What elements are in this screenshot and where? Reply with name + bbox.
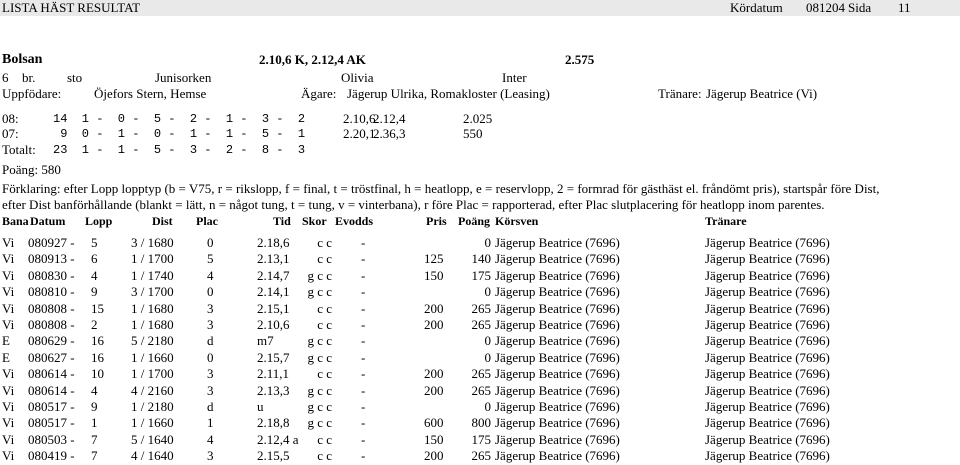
column-header: Evodds: [335, 214, 374, 228]
column-header: Tid: [273, 214, 291, 228]
cell-skor: g c c: [307, 333, 332, 349]
page-title: LISTA HÄST RESULTAT: [2, 0, 141, 15]
cell-bana: Vi: [2, 382, 15, 398]
cell-tid: 2.18,8: [257, 415, 290, 431]
cell-tranare: Jägerup Beatrice (7696): [705, 317, 830, 332]
kordatum-label: Kördatum: [730, 0, 783, 15]
cell-tranare: Jägerup Beatrice (7696): [705, 415, 830, 431]
horse-earnings: 2.575: [565, 52, 595, 67]
horse-name: Bolsan: [2, 52, 43, 67]
cell-korsven: Jägerup Beatrice (7696): [495, 317, 620, 332]
cell-plac: 4: [207, 267, 214, 283]
cell-datum: 080913 -: [28, 251, 75, 267]
cell-plac: d: [207, 333, 214, 349]
cell-lopp: 9: [91, 399, 98, 414]
stats-label: 07:: [2, 126, 19, 141]
cell-plac: d: [207, 399, 214, 414]
cell-skor: g c c: [307, 349, 332, 365]
cell-tid: 2.11,1: [257, 366, 290, 382]
cell-plac: 5: [207, 251, 214, 267]
explanation-line-2: efter Dist banförhållande (blankt = lätt, n = något tung, t = tung, v = vinterbana), r före Plac = rapporterad, efter Plac slutplacering för heatlopp inom parentes.: [2, 197, 825, 212]
cell-bana: Vi: [2, 267, 15, 283]
cell-evodds: -: [361, 448, 366, 464]
cell-datum: 080830 -: [28, 267, 75, 283]
cell-tid: 2.15,5: [257, 448, 290, 464]
cell-tid: 2.10,6: [257, 317, 290, 332]
cell-dist: 5 / 1640: [131, 431, 174, 447]
cell-tid: 2.15,7: [257, 349, 290, 365]
horse-age-unit: br.: [22, 70, 36, 85]
cell-tranare: Jägerup Beatrice (7696): [705, 382, 830, 398]
cell-datum: 080810 -: [28, 284, 75, 300]
column-header: Plac: [196, 214, 218, 228]
cell-tid: m7: [257, 333, 274, 349]
cell-poang: 0: [484, 284, 491, 300]
owner-label: Ägare:: [301, 86, 337, 101]
cell-pris: 200: [424, 317, 444, 332]
cell-datum: 080927 -: [28, 235, 75, 250]
cell-skor: c c: [317, 431, 332, 447]
cell-evodds: -: [361, 267, 366, 283]
cell-korsven: Jägerup Beatrice (7696): [495, 284, 620, 300]
cell-dist: 3 / 1680: [131, 235, 174, 250]
cell-plac: 3: [207, 366, 214, 382]
cell-dist: 5 / 2180: [131, 333, 174, 349]
cell-poang: 265: [471, 300, 491, 316]
stats-best-time: 2.10,6: [343, 111, 376, 126]
cell-plac: 3: [207, 317, 214, 332]
cell-pris: 150: [424, 267, 444, 283]
cell-korsven: Jägerup Beatrice (7696): [495, 431, 620, 447]
cell-lopp: 16: [91, 333, 104, 349]
cell-poang: 175: [471, 267, 491, 283]
cell-datum: 080517 -: [28, 415, 75, 431]
cell-poang: 175: [471, 431, 491, 447]
cell-datum: 080419 -: [28, 448, 75, 464]
stats-best-time-auto: 2.36,3: [373, 126, 406, 141]
cell-evodds: -: [361, 415, 366, 431]
cell-lopp: 4: [91, 382, 98, 398]
cell-skor: c c: [317, 317, 332, 332]
cell-lopp: 4: [91, 267, 98, 283]
stats-sequence: 23 1 - 1 - 5 - 3 - 2 - 8 - 3: [53, 143, 306, 157]
cell-dist: 3 / 1700: [131, 284, 174, 300]
column-header: Tränare: [705, 214, 747, 228]
cell-dist: 4 / 2160: [131, 382, 174, 398]
cell-evodds: -: [361, 235, 366, 250]
cell-pris: 200: [424, 300, 444, 316]
cell-evodds: -: [361, 349, 366, 365]
cell-bana: E: [2, 349, 10, 365]
cell-tranare: Jägerup Beatrice (7696): [705, 366, 830, 382]
cell-plac: 3: [207, 448, 214, 464]
cell-datum: 080629 -: [28, 333, 75, 349]
cell-skor: g c c: [307, 284, 332, 300]
cell-lopp: 7: [91, 431, 98, 447]
cell-dist: 1 / 2180: [131, 399, 174, 414]
stats-earnings: 550: [463, 126, 483, 141]
cell-pris: 200: [424, 382, 444, 398]
cell-korsven: Jägerup Beatrice (7696): [495, 448, 620, 464]
breeder-value: Öjefors Stern, Hemse: [94, 86, 207, 101]
cell-skor: c c: [317, 251, 332, 267]
cell-skor: g c c: [307, 382, 332, 398]
cell-tranare: Jägerup Beatrice (7696): [705, 399, 830, 414]
cell-evodds: -: [361, 366, 366, 382]
cell-tranare: Jägerup Beatrice (7696): [705, 448, 830, 464]
stats-best-time-auto: 2.12,4: [373, 111, 406, 126]
cell-bana: E: [2, 333, 10, 349]
breeder-label: Uppfödare:: [2, 86, 62, 101]
cell-datum: 080808 -: [28, 317, 75, 332]
cell-lopp: 9: [91, 284, 98, 300]
cell-tid: 2.13,3: [257, 382, 290, 398]
horse-records: 2.10,6 K, 2.12,4 AK: [259, 52, 366, 67]
trainer-label: Tränare:: [658, 86, 702, 101]
cell-tranare: Jägerup Beatrice (7696): [705, 284, 830, 300]
cell-datum: 080614 -: [28, 382, 75, 398]
cell-skor: c c: [317, 366, 332, 382]
cell-korsven: Jägerup Beatrice (7696): [495, 382, 620, 398]
cell-skor: c c: [317, 235, 332, 250]
sida-value: 11: [898, 0, 911, 15]
cell-pris: 600: [424, 415, 444, 431]
cell-lopp: 6: [91, 251, 98, 267]
cell-dist: 1 / 1680: [131, 300, 174, 316]
column-header: Pris: [426, 214, 447, 228]
cell-dist: 4 / 1640: [131, 448, 174, 464]
column-header: Poäng: [458, 214, 491, 228]
cell-tranare: Jägerup Beatrice (7696): [705, 431, 830, 447]
cell-dist: 1 / 1660: [131, 415, 174, 431]
horse-damsire: Inter: [502, 70, 527, 85]
cell-dist: 1 / 1700: [131, 251, 174, 267]
column-header: Bana: [2, 214, 29, 228]
cell-plac: 4: [207, 431, 214, 447]
cell-korsven: Jägerup Beatrice (7696): [495, 415, 620, 431]
cell-tid: 2.14,7: [257, 267, 290, 283]
cell-poang: 265: [471, 366, 491, 382]
horse-age: 6: [2, 70, 9, 85]
cell-skor: c c: [317, 448, 332, 464]
horse-sex: sto: [67, 70, 83, 85]
cell-pris: 200: [424, 366, 444, 382]
cell-lopp: 7: [91, 448, 98, 464]
column-header: Körsven: [495, 214, 539, 228]
cell-tid: 2.14,1: [257, 284, 290, 300]
cell-skor: g c c: [307, 415, 332, 431]
cell-evodds: -: [361, 382, 366, 398]
cell-bana: Vi: [2, 300, 15, 316]
horse-dam: Olivia: [341, 70, 374, 85]
cell-tranare: Jägerup Beatrice (7696): [705, 300, 830, 316]
cell-datum: 080627 -: [28, 349, 75, 365]
cell-poang: 0: [484, 349, 491, 365]
cell-skor: c c: [317, 300, 332, 316]
cell-bana: Vi: [2, 317, 15, 332]
stats-sequence: 9 0 - 1 - 0 - 1 - 1 - 5 - 1: [53, 127, 306, 141]
cell-korsven: Jägerup Beatrice (7696): [495, 235, 620, 250]
cell-korsven: Jägerup Beatrice (7696): [495, 399, 620, 414]
cell-tranare: Jägerup Beatrice (7696): [705, 267, 830, 283]
cell-tranare: Jägerup Beatrice (7696): [705, 235, 830, 250]
cell-evodds: -: [361, 431, 366, 447]
cell-korsven: Jägerup Beatrice (7696): [495, 267, 620, 283]
cell-evodds: -: [361, 251, 366, 267]
cell-plac: 3: [207, 382, 214, 398]
column-header: Skor: [302, 214, 327, 228]
cell-poang: 265: [471, 382, 491, 398]
cell-lopp: 16: [91, 349, 104, 365]
stats-label: 08:: [2, 111, 19, 126]
cell-pris: 125: [424, 251, 444, 267]
cell-bana: Vi: [2, 251, 15, 267]
cell-dist: 1 / 1680: [131, 317, 174, 332]
trainer-value: Jägerup Beatrice (Vi): [706, 86, 818, 101]
sida-label: Sida: [848, 0, 872, 15]
cell-pris: 150: [424, 431, 444, 447]
cell-lopp: 15: [91, 300, 104, 316]
cell-bana: Vi: [2, 235, 15, 250]
cell-plac: 1: [207, 415, 214, 431]
cell-korsven: Jägerup Beatrice (7696): [495, 333, 620, 349]
cell-lopp: 10: [91, 366, 104, 382]
cell-dist: 1 / 1700: [131, 366, 174, 382]
cell-evodds: -: [361, 333, 366, 349]
stats-best-time: 2.20,1: [343, 126, 376, 141]
cell-datum: 080808 -: [28, 300, 75, 316]
cell-lopp: 2: [91, 317, 98, 332]
cell-plac: 3: [207, 300, 214, 316]
cell-bana: Vi: [2, 448, 15, 464]
cell-poang: 140: [471, 251, 491, 267]
column-header: Lopp: [85, 214, 113, 228]
explanation-line-1: Förklaring: efter Lopp lopptyp (b = V75, r = rikslopp, f = final, t = tröstfinal, h = heatlopp, e = reservlopp, 2 = formrad för gästhäst el. fråndömt pris), startspår före Dist,: [2, 181, 880, 196]
column-header: Dist: [152, 214, 173, 228]
cell-dist: 1 / 1740: [131, 267, 174, 283]
cell-tid: 2.12,4 a: [257, 431, 299, 447]
cell-evodds: -: [361, 317, 366, 332]
cell-datum: 080517 -: [28, 399, 75, 414]
cell-plac: 0: [207, 284, 214, 300]
cell-bana: Vi: [2, 399, 15, 414]
cell-tranare: Jägerup Beatrice (7696): [705, 251, 830, 267]
cell-pris: 200: [424, 448, 444, 464]
cell-bana: Vi: [2, 415, 15, 431]
poang-total: Poäng: 580: [2, 162, 61, 177]
cell-skor: g c c: [307, 267, 332, 283]
stats-label: Totalt:: [2, 142, 36, 157]
cell-korsven: Jägerup Beatrice (7696): [495, 349, 620, 365]
cell-poang: 0: [484, 399, 491, 414]
cell-tid: 2.13,1: [257, 251, 290, 267]
cell-tid: 2.18,6: [257, 235, 290, 250]
cell-evodds: -: [361, 399, 366, 414]
owner-value: Jägerup Ulrika, Romakloster (Leasing): [347, 86, 550, 101]
cell-plac: 0: [207, 235, 214, 250]
column-header: Datum: [30, 214, 66, 228]
cell-korsven: Jägerup Beatrice (7696): [495, 251, 620, 267]
cell-bana: Vi: [2, 431, 15, 447]
cell-bana: Vi: [2, 284, 15, 300]
cell-poang: 265: [471, 317, 491, 332]
cell-korsven: Jägerup Beatrice (7696): [495, 366, 620, 382]
cell-bana: Vi: [2, 366, 15, 382]
stats-earnings: 2.025: [463, 111, 493, 126]
cell-poang: 800: [471, 415, 491, 431]
cell-tranare: Jägerup Beatrice (7696): [705, 349, 830, 365]
cell-evodds: -: [361, 300, 366, 316]
cell-poang: 0: [484, 235, 491, 250]
cell-dist: 1 / 1660: [131, 349, 174, 365]
cell-poang: 0: [484, 333, 491, 349]
cell-skor: g c c: [307, 399, 332, 414]
cell-plac: 0: [207, 349, 214, 365]
cell-lopp: 5: [91, 235, 98, 250]
horse-sire: Junisorken: [155, 70, 212, 85]
stats-sequence: 14 1 - 0 - 5 - 2 - 1 - 3 - 2: [53, 112, 306, 126]
cell-korsven: Jägerup Beatrice (7696): [495, 300, 620, 316]
cell-tid: 2.15,1: [257, 300, 290, 316]
cell-tranare: Jägerup Beatrice (7696): [705, 333, 830, 349]
cell-datum: 080503 -: [28, 431, 75, 447]
cell-lopp: 1: [91, 415, 98, 431]
cell-poang: 265: [471, 448, 491, 464]
kordatum-value: 081204: [806, 0, 845, 15]
cell-evodds: -: [361, 284, 366, 300]
cell-datum: 080614 -: [28, 366, 75, 382]
cell-tid: u: [257, 399, 264, 414]
